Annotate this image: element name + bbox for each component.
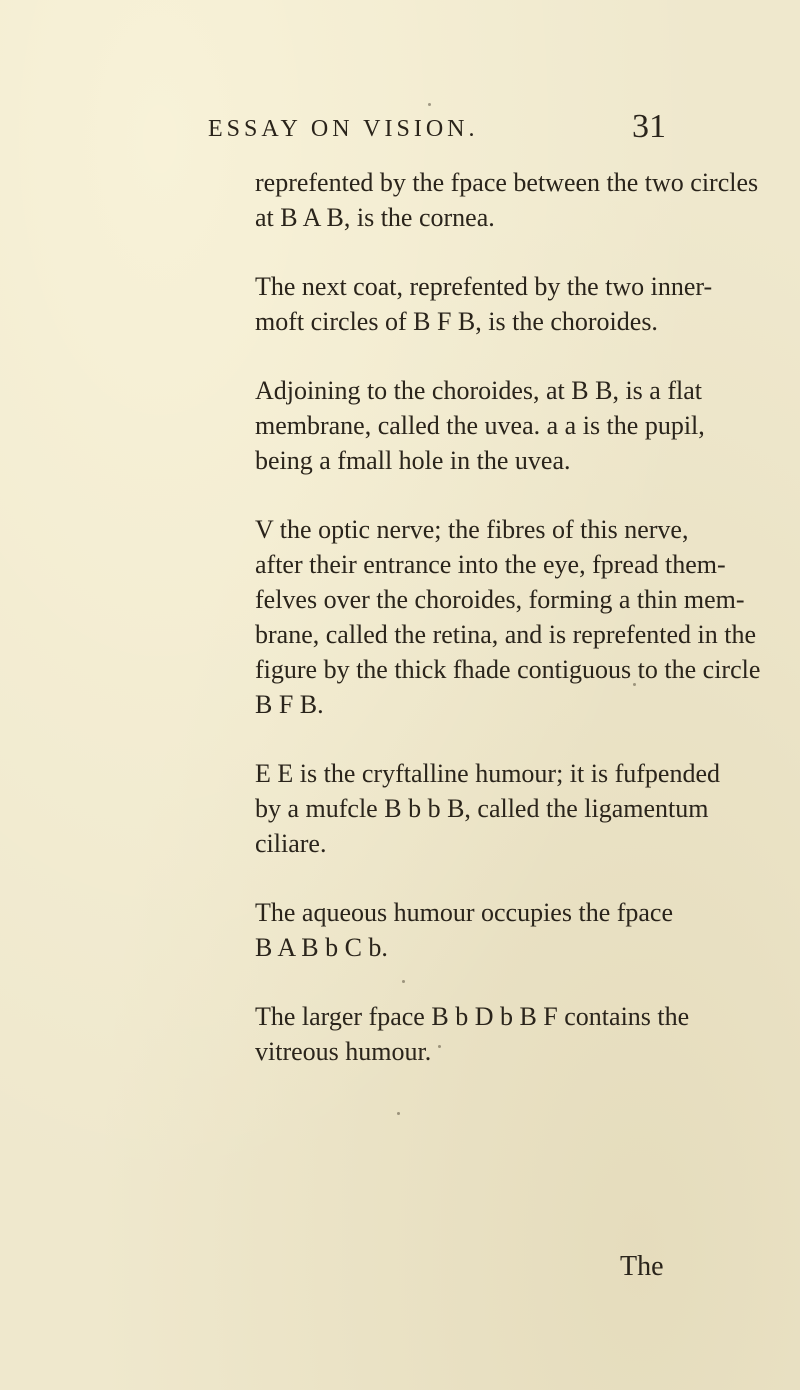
text-line: Adjoining to the choroides, at B B, is a flat: [255, 376, 702, 405]
text-line: at B A B, is the cornea.: [255, 203, 495, 232]
paragraph-aqueous: [255, 895, 675, 965]
text-line: being a fmall hole in the uvea.: [255, 446, 571, 475]
text-line: V the optic nerve; the fibres of this nerve,: [255, 515, 689, 544]
text-line: B A B b C b.: [255, 933, 388, 962]
text-line: membrane, called the uvea. a a is the pupil,: [255, 411, 705, 440]
text-line: ciliare.: [255, 829, 327, 858]
paragraph-crystalline: [255, 756, 720, 861]
text-line: brane, called the retina, and is reprefented in the: [255, 620, 756, 649]
page-number: 31: [632, 108, 666, 145]
paper-speck: [397, 1112, 400, 1115]
paper-speck: [633, 683, 636, 686]
paragraph-retina: [255, 512, 761, 722]
paper-speck: [438, 1045, 441, 1048]
text-line: B F B.: [255, 690, 324, 719]
text-line: reprefented by the fpace between the two circles: [255, 168, 759, 197]
body-text: [255, 165, 761, 1103]
text-line: The aqueous humour occupies the fpace: [255, 898, 674, 927]
running-title: ESSAY ON VISION.: [208, 116, 479, 142]
text-line: figure by the thick fhade contiguous to the circle: [255, 655, 761, 684]
paper-speck: [280, 770, 283, 773]
text-line: The next coat, reprefented by the two inner-: [255, 272, 713, 301]
paragraph-cornea: [255, 165, 759, 235]
paper-speck: [428, 103, 431, 106]
text-line: The larger fpace B b D b B F contains the: [255, 1002, 690, 1031]
paragraph-choroides: [255, 269, 713, 339]
text-line: after their entrance into the eye, fpread them-: [255, 550, 726, 579]
paragraph-uvea: [255, 373, 705, 478]
text-line: vitreous humour.: [255, 1037, 432, 1066]
text-line: felves over the choroides, forming a thin mem-: [255, 585, 745, 614]
paper-speck: [402, 980, 405, 983]
text-line: moft circles of B F B, is the choroides.: [255, 307, 658, 336]
paragraph-vitreous: [255, 999, 690, 1069]
text-line: E E is the cryftalline humour; it is fufpended: [255, 759, 720, 788]
text-line: by a mufcle B b b B, called the ligamentum: [255, 794, 709, 823]
catchword: The: [620, 1251, 664, 1282]
